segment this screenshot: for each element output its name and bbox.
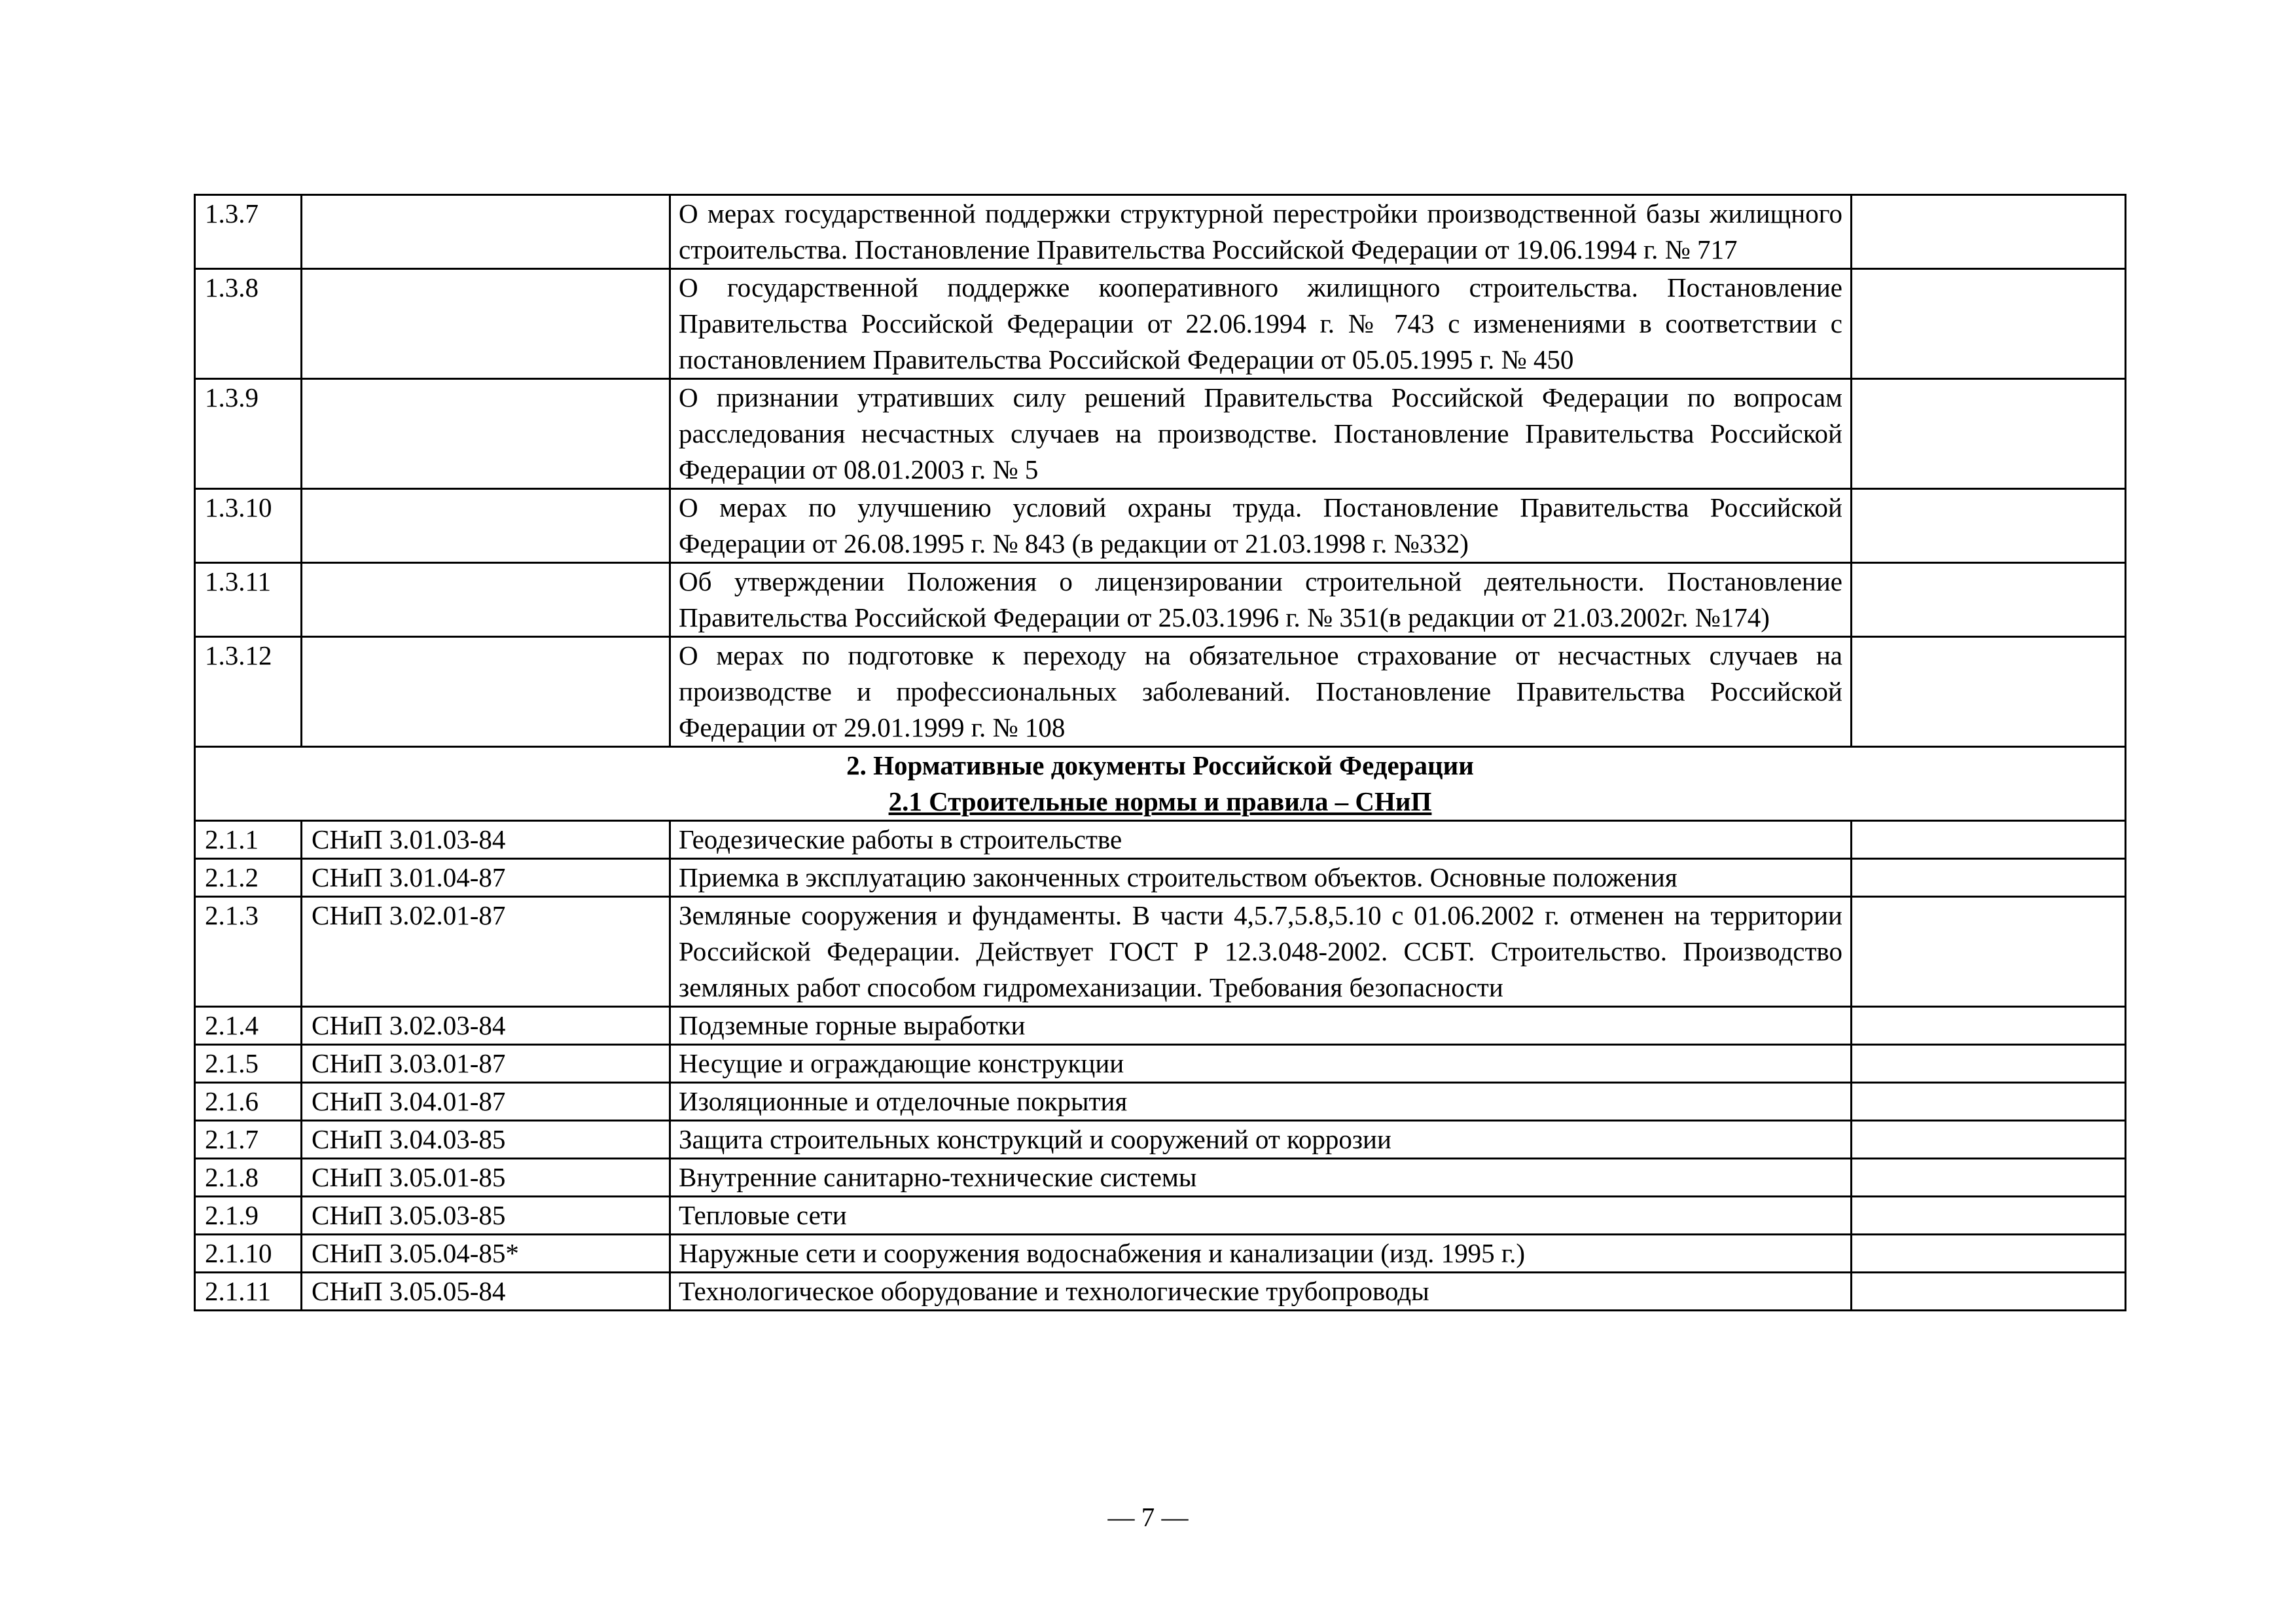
document-note <box>1852 1083 2126 1121</box>
document-title: Защита строительных конструкций и сооружений от коррозии <box>670 1121 1852 1159</box>
document-title: Подземные горные выработки <box>670 1007 1852 1045</box>
table-row <box>195 1045 2126 1083</box>
row-number: 2.1.6 <box>195 1083 302 1121</box>
row-number: 2.1.8 <box>195 1159 302 1197</box>
row-number: 1.3.8 <box>195 269 302 379</box>
page-number: — 7 — <box>1107 1502 1189 1532</box>
row-number: 2.1.10 <box>195 1235 302 1273</box>
document-title: Наружные сети и сооружения водоснабжения и канализации (изд. 1995 г.) <box>670 1235 1852 1273</box>
document-code <box>302 379 670 489</box>
table-row <box>195 1007 2126 1045</box>
table-row <box>195 1121 2126 1159</box>
row-number: 1.3.11 <box>195 563 302 637</box>
document-code <box>302 637 670 747</box>
regulations-table <box>194 194 2126 1311</box>
row-number: 1.3.9 <box>195 379 302 489</box>
table-row <box>195 897 2126 1007</box>
document-title: О мерах по подготовке к переходу на обязательное страхование от несчастных случаев на производстве и профессиональных заболеваний. Постановление Правительства Российской Федерации от 29.01.1999 г. № 108 <box>670 637 1852 747</box>
document-title: О государственной поддержке кооперативного жилищного строительства. Постановление Правительства Российской Федерации от 22.06.1994 г. № 743 с изменениями в соответствии с постановлением Правительства Российской Федерации от 05.05.1995 г. № 450 <box>670 269 1852 379</box>
document-note <box>1852 489 2126 563</box>
row-number: 2.1.2 <box>195 859 302 897</box>
table-row <box>195 379 2126 489</box>
document-note <box>1852 1007 2126 1045</box>
document-note <box>1852 1273 2126 1311</box>
table-row <box>195 1159 2126 1197</box>
document-title: Несущие и ограждающие конструкции <box>670 1045 1852 1083</box>
document-title: Изоляционные и отделочные покрытия <box>670 1083 1852 1121</box>
table-row <box>195 637 2126 747</box>
document-code: СНиП 3.01.03-84 <box>302 821 670 859</box>
row-number: 2.1.1 <box>195 821 302 859</box>
table-row <box>195 563 2126 637</box>
document-note <box>1852 897 2126 1007</box>
table-row <box>195 1083 2126 1121</box>
row-number: 2.1.4 <box>195 1007 302 1045</box>
document-note <box>1852 1159 2126 1197</box>
document-title: Тепловые сети <box>670 1197 1852 1235</box>
table-row <box>195 195 2126 269</box>
document-title: Земляные сооружения и фундаменты. В части 4,5.7,5.8,5.10 с 01.06.2002 г. отменен на территории Российской Федерации. Действует ГОСТ Р 12.3.048-2002. ССБТ. Строительство. Производство земляных работ способом гидромеханизации. Требования безопасности <box>670 897 1852 1007</box>
document-title: О мерах по улучшению условий охраны труда. Постановление Правительства Российской Федерации от 26.08.1995 г. № 843 (в редакции от 21.03.1998 г. №332) <box>670 489 1852 563</box>
table-row <box>195 1273 2126 1311</box>
table-row <box>195 1197 2126 1235</box>
document-note <box>1852 269 2126 379</box>
document-note <box>1852 859 2126 897</box>
document-code: СНиП 3.05.04-85* <box>302 1235 670 1273</box>
document-code: СНиП 3.05.05-84 <box>302 1273 670 1311</box>
row-number: 1.3.7 <box>195 195 302 269</box>
document-code: СНиП 3.04.03-85 <box>302 1121 670 1159</box>
document-note <box>1852 379 2126 489</box>
document-note <box>1852 1121 2126 1159</box>
document-code: СНиП 3.05.03-85 <box>302 1197 670 1235</box>
document-code <box>302 489 670 563</box>
document-code: СНиП 3.02.03-84 <box>302 1007 670 1045</box>
document-code: СНиП 3.01.04-87 <box>302 859 670 897</box>
document-title: Об утверждении Положения о лицензировании строительной деятельности. Постановление Правительства Российской Федерации от 25.03.1996 г. № 351(в редакции от 21.03.2002г. №174) <box>670 563 1852 637</box>
row-number: 1.3.12 <box>195 637 302 747</box>
table-row <box>195 489 2126 563</box>
document-code: СНиП 3.04.01-87 <box>302 1083 670 1121</box>
document-title: Геодезические работы в строительстве <box>670 821 1852 859</box>
document-code: СНиП 3.03.01-87 <box>302 1045 670 1083</box>
section-header-row <box>195 747 2126 821</box>
table-row <box>195 269 2126 379</box>
row-number: 1.3.10 <box>195 489 302 563</box>
document-title: Внутренние санитарно-технические системы <box>670 1159 1852 1197</box>
table-row <box>195 821 2126 859</box>
table-row <box>195 859 2126 897</box>
document-title: О мерах государственной поддержки структурной перестройки производственной базы жилищного строительства. Постановление Правительства Российской Федерации от 19.06.1994 г. № 717 <box>670 195 1852 269</box>
document-note <box>1852 563 2126 637</box>
row-number: 2.1.3 <box>195 897 302 1007</box>
section-header <box>195 747 2126 821</box>
table-row <box>195 1235 2126 1273</box>
row-number: 2.1.7 <box>195 1121 302 1159</box>
document-note <box>1852 1235 2126 1273</box>
document-note <box>1852 821 2126 859</box>
document-code: СНиП 3.02.01-87 <box>302 897 670 1007</box>
document-note <box>1852 1045 2126 1083</box>
document-note <box>1852 1197 2126 1235</box>
row-number: 2.1.9 <box>195 1197 302 1235</box>
section-title: 2. Нормативные документы Российской Федерации <box>846 750 1474 780</box>
row-number: 2.1.5 <box>195 1045 302 1083</box>
document-title: Приемка в эксплуатацию законченных строительством объектов. Основные положения <box>670 859 1852 897</box>
document-title: О признании утративших силу решений Правительства Российской Федерации по вопросам расследования несчастных случаев на производстве. Постановление Правительства Российской Федерации от 08.01.2003 г. № 5 <box>670 379 1852 489</box>
row-number: 2.1.11 <box>195 1273 302 1311</box>
document-note <box>1852 637 2126 747</box>
document-code <box>302 269 670 379</box>
section-subtitle: 2.1 Строительные нормы и правила – СНиП <box>888 786 1432 816</box>
document-code: СНиП 3.05.01-85 <box>302 1159 670 1197</box>
document-code <box>302 195 670 269</box>
document-note <box>1852 195 2126 269</box>
document-code <box>302 563 670 637</box>
document-title: Технологическое оборудование и технологические трубопроводы <box>670 1273 1852 1311</box>
